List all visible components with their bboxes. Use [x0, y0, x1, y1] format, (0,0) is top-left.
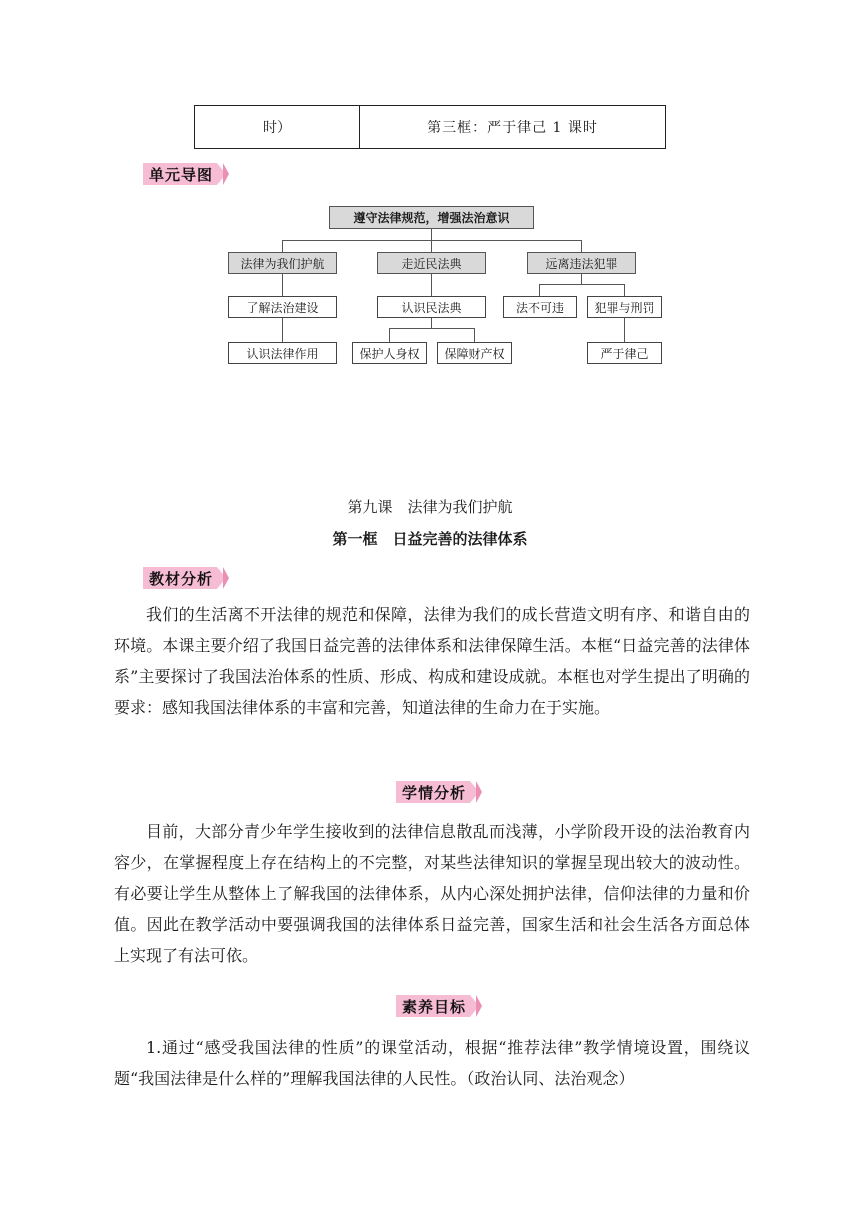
- connector-line: [282, 274, 283, 296]
- tag-arrow-icon: [223, 567, 229, 589]
- connector-line: [282, 240, 581, 241]
- students-text: 目前，大部分青少年学生接收到的法律信息散乱而浅薄，小学阶段开设的法治教育内容少，在掌握程度上存在结构上的不完整，对某些法律知识的掌握呈现出较大的波动性。有必要让学生从整体上了解我国的法律体系，从内心深处拥护法律，信仰法律的力量和价值。因此在教学活动中要强调我国的法律体系日益完善，国家生活和社会生活各方面总体上实现了有法可依。: [114, 822, 750, 965]
- mindmap-node: 严于律己: [587, 342, 662, 364]
- mindmap-node: 认识法律作用: [228, 342, 337, 364]
- mindmap-node: 了解法治建设: [228, 296, 337, 318]
- frame-title: 第一框 日益完善的法律体系: [332, 530, 528, 548]
- section-tag-label: 学情分析: [396, 781, 470, 803]
- connector-line: [431, 274, 432, 296]
- connector-line: [539, 284, 624, 285]
- mindmap-node: 认识民法典: [377, 296, 486, 318]
- students-paragraph: [114, 816, 750, 971]
- connector-line: [581, 274, 582, 284]
- tag-arrow-icon: [476, 781, 482, 803]
- connector-line: [624, 318, 625, 342]
- connector-line: [624, 284, 625, 296]
- section-tag-mindmap: [143, 163, 229, 185]
- section-tag-label: 素养目标: [396, 995, 470, 1017]
- section-tag-analysis: [143, 567, 229, 589]
- mindmap-branch-3: 远离违法犯罪: [527, 252, 636, 274]
- connector-line: [282, 318, 283, 342]
- tag-arrow-icon: [223, 163, 229, 185]
- connector-line: [431, 318, 432, 328]
- mind-map: [0, 0, 860, 380]
- analysis-paragraph: [114, 599, 750, 723]
- connector-line: [431, 229, 432, 240]
- connector-line: [389, 328, 390, 342]
- schedule-table: [194, 105, 666, 149]
- section-tag-label: 教材分析: [143, 567, 217, 589]
- connector-line: [581, 240, 582, 252]
- table-cell-right: 第三框：严于律己 1 课时: [427, 120, 598, 136]
- connector-line: [539, 284, 540, 296]
- section-tag-goals: [396, 995, 482, 1017]
- section-tag-label: 单元导图: [143, 163, 217, 185]
- lesson-title: 第九课 法律为我们护航: [347, 498, 513, 516]
- mindmap-node: 保障财产权: [437, 342, 512, 364]
- mindmap-branch-2: 走近民法典: [377, 252, 486, 274]
- connector-line: [474, 328, 475, 342]
- connector-line: [431, 240, 432, 252]
- mindmap-root: 遵守法律规范，增强法治意识: [329, 206, 534, 229]
- mindmap-node: 保护人身权: [352, 342, 427, 364]
- goals-paragraph: [114, 1032, 750, 1094]
- section-tag-students: [396, 781, 482, 803]
- connector-line: [389, 328, 474, 329]
- goals-text: 1.通过“感受我国法律的性质”的课堂活动，根据“推荐法律”教学情境设置，围绕议题“我国法律是什么样的”理解我国法律的人民性。（政治认同、法治观念）: [114, 1038, 750, 1088]
- mindmap-node: 法不可违: [503, 296, 577, 318]
- tag-arrow-icon: [476, 995, 482, 1017]
- connector-line: [282, 240, 283, 252]
- table-cell-left: 时）: [195, 106, 360, 148]
- mindmap-node: 犯罪与刑罚: [587, 296, 662, 318]
- mindmap-branch-1: 法律为我们护航: [228, 252, 337, 274]
- analysis-text: 我们的生活离不开法律的规范和保障，法律为我们的成长营造文明有序、和谐自由的环境。本课主要介绍了我国日益完善的法律体系和法律保障生活。本框“日益完善的法律体系”主要探讨了我国法治体系的性质、形成、构成和建设成就。本框也对学生提出了明确的要求：感知我国法律体系的丰富和完善，知道法律的生命力在于实施。: [114, 605, 750, 717]
